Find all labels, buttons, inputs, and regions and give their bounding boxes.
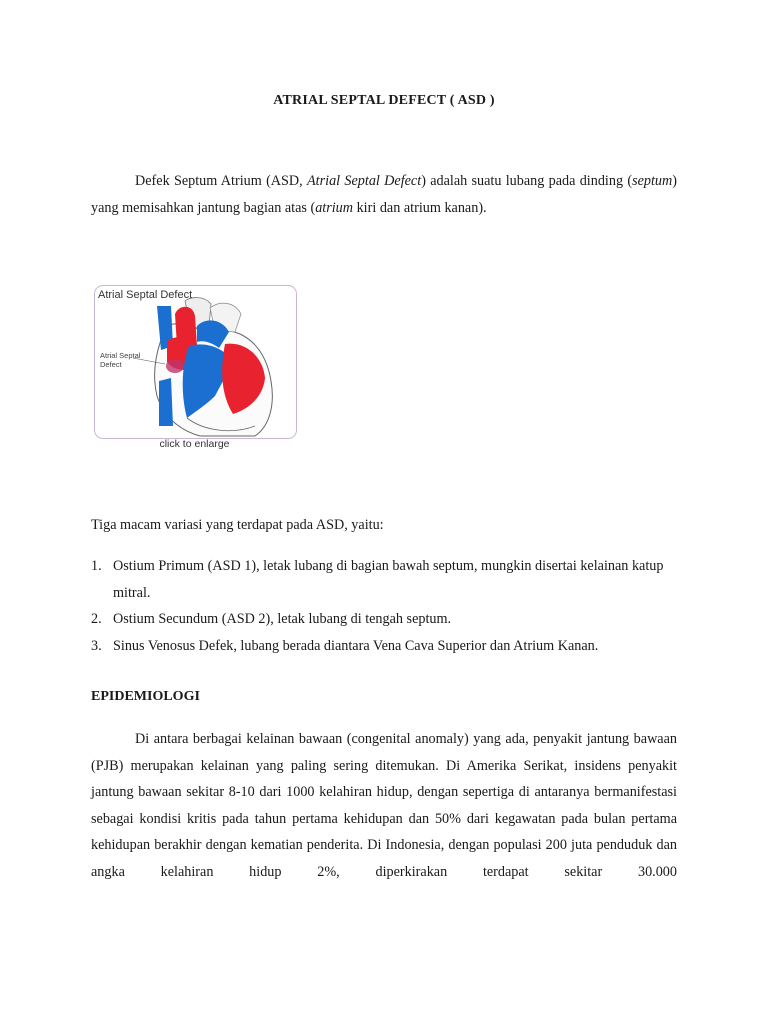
intro-text: ) adalah suatu lubang pada dinding ( <box>421 173 633 189</box>
epidemiology-paragraph <box>91 726 677 885</box>
intro-term-asd: Atrial Septal Defect <box>307 173 422 189</box>
list-text: Sinus Venosus Defek, lubang berada diantara Vena Cava Superior dan Atrium Kanan. <box>113 637 599 654</box>
list-number: 1. <box>91 558 102 574</box>
epidemiology-text: Di antara berbagai kelainan bawaan (congenital anomaly) yang ada, penyakit jantung bawaan (PJB) merupakan kelainan yang paling sering ditemukan. Di Amerika Serikat, insidens penyakit jantung bawaan sekitar 8-10 dari 1000 kelahiran hidup, dengan sepertiga di antaranya bermanifestasi sebagai kondisi kritis pada tahun pertama kehidupan dan 50% dari kegawatan pada bulan pertama kehidupan berakhir dengan kematian penderita. Di Indonesia, dengan populasi 200 juta penduduk dan angka kelahiran hidup 2%, diperkirakan terdapat sekitar 30.000 <box>91 731 677 880</box>
variations-list <box>91 553 677 659</box>
intro-text: ) yang memisahkan jantung bagian atas ( <box>91 173 678 216</box>
figure-title: Atrial Septal Defect <box>98 289 193 301</box>
list-text: Ostium Secundum (ASD 2), letak lubang di tengah septum. <box>113 611 452 627</box>
list-item <box>91 606 677 633</box>
intro-term-septum: septum <box>632 173 673 189</box>
list-number: 3. <box>91 637 102 654</box>
intro-term-atrium: atrium <box>315 199 354 216</box>
variations-intro: Tiga macam variasi yang terdapat pada ASD, yaitu: <box>91 517 384 533</box>
figure-label: Atrial Septal Defect <box>100 351 141 369</box>
intro-text: Defek Septum Atrium (ASD, <box>135 173 308 189</box>
heart-figure[interactable] <box>94 285 297 439</box>
intro-paragraph <box>91 168 677 221</box>
intro-text: kiri dan atrium kanan). <box>353 199 487 216</box>
figure-caption-link[interactable]: click to enlarge <box>159 438 230 450</box>
list-number: 2. <box>91 611 102 627</box>
epidemiology-heading: EPIDEMIOLOGI <box>91 689 200 704</box>
list-item <box>91 633 677 660</box>
list-item <box>91 553 677 606</box>
list-text: Ostium Primum (ASD 1), letak lubang di bagian bawah septum, mungkin disertai kelainan katup mitral. <box>113 558 664 601</box>
document-title: ATRIAL SEPTAL DEFECT ( ASD ) <box>273 93 495 108</box>
